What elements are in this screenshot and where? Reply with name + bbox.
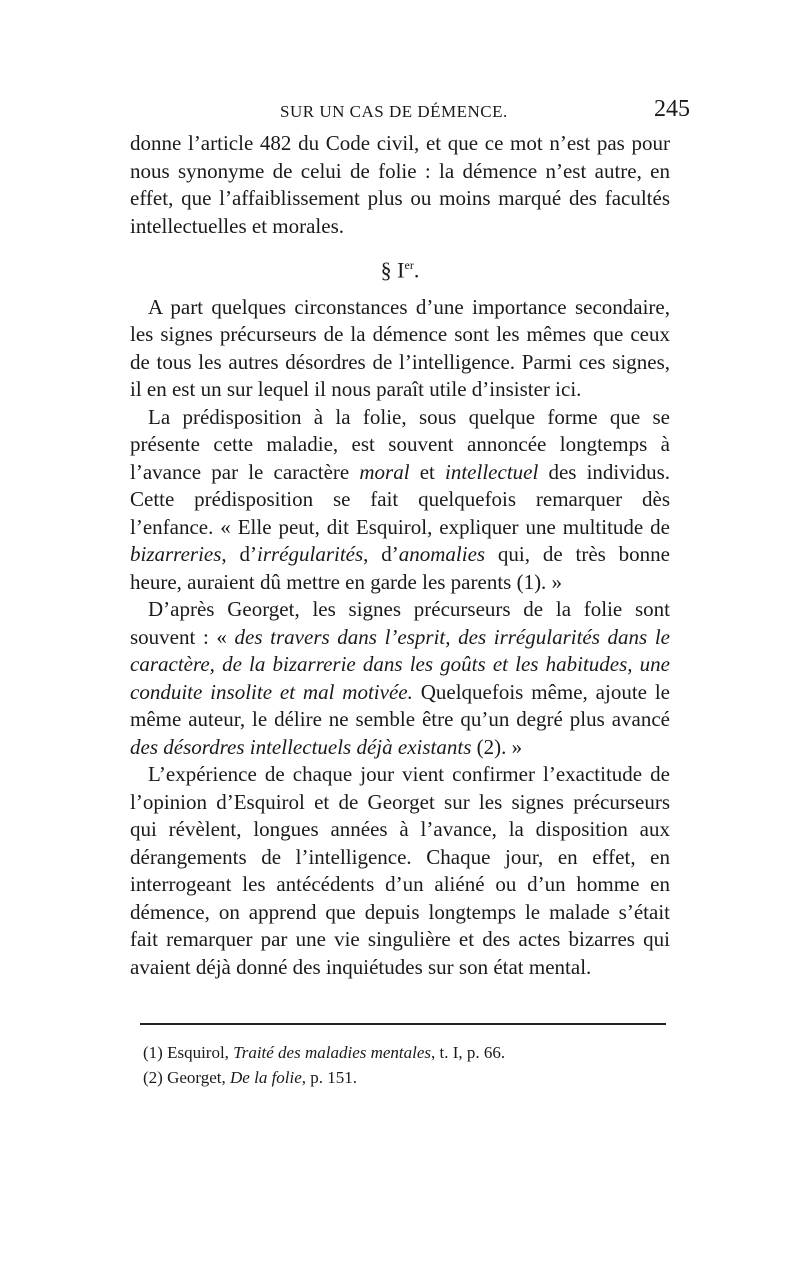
page-number: 245 (654, 96, 690, 122)
footnote-marker: (1) Esquirol, (143, 1043, 234, 1062)
text-run: D’après Georget, les signes précurseurs de la folie sont souvent : « (130, 597, 670, 649)
text-run: , d’ (363, 542, 399, 567)
section-heading (130, 252, 670, 284)
intro-paragraph: donne l’article 482 du Code civil, et que ce mot n’est pas pour nous synonyme de celui de folie : la démence n’est autre, en effet, que l’affaiblissement plus ou moins marqué des facultés intellectuelles et morales. (130, 131, 670, 238)
italic-quote: des désordres intellectuels déjà existants (130, 734, 472, 759)
running-head (130, 96, 690, 130)
text-run: et (409, 459, 446, 484)
body-text (130, 130, 670, 981)
italic-term: bizarreries (130, 542, 222, 567)
paragraph-experience: L’expérience de chaque jour vient confirmer l’exactitude de l’opinion d’Esquirol et de Georget sur les signes précurseurs qui révèlent, longues années à l’avance, la disposition aux dérangements de l’intelligence. Chaque jour, en effet, en interrogeant les antécédents d’un aliéné ou d’un homme en démence, on apprend que depuis longtemps le malade s’était fait remarquer par une vie singulière et des actes bizarres qui avaient déjà donné des inquiétudes sur son état mental. (130, 762, 670, 979)
italic-term: anomalies (398, 542, 486, 567)
paragraph-predisposition (130, 404, 670, 597)
running-title: SUR UN CAS DE DÉMENCE. (280, 102, 508, 121)
footnote-2 (143, 1065, 663, 1090)
footnote-rest: , p. 151. (301, 1068, 358, 1087)
footnote-marker: (2) Georget, (143, 1068, 231, 1087)
italic-term: intellectuel (445, 459, 539, 484)
italic-quote: des travers dans l’esprit, des irrégularités dans le caractère, de la bizarrerie dans les goûts et les habitudes, une conduite insolite et mal motivée. (130, 624, 670, 704)
italic-term: irrégularités (257, 542, 364, 567)
text-run: des individus. Cette prédisposition se fait quelquefois remarquer dès l’enfance. « Elle peut, dit Esquirol, expliquer une multitude de (130, 459, 671, 539)
italic-term: moral (359, 459, 410, 484)
text-run: qui, de très bonne heure, auraient dû mettre en garde les parents (1). » (130, 542, 671, 594)
footnote-rule (140, 1023, 666, 1025)
section-symbol: § I (380, 257, 405, 283)
paragraph-georget (130, 596, 670, 761)
section-dot: . (413, 257, 420, 283)
paragraph-signes-precurseurs: A part quelques circonstances d’une importance secondaire, les signes précurseurs de la démence sont les mêmes que ceux de tous les autres désordres de l’intelligence. Parmi ces signes, il en est un sur lequel il nous paraît utile d’insister ici. (130, 294, 670, 402)
footnote-rest: , t. I, p. 66. (431, 1043, 506, 1062)
text-run: Quelquefois même, ajoute le même auteur, le délire ne semble être qu’un degré plus avancé (130, 679, 671, 732)
footnote-title: Traité des maladies mentales (233, 1043, 432, 1062)
footnote-title: De la folie (230, 1068, 302, 1087)
footnote-1 (143, 1040, 663, 1065)
text-run: , d’ (221, 542, 257, 567)
text-run: (2). » (471, 734, 523, 759)
section-superscript: er (404, 258, 414, 272)
text-run: La prédisposition à la folie, sous quelque forme que se présente cette maladie, est souvent annoncée longtemps à l’avance par le caractère (130, 404, 670, 484)
footnotes (143, 1040, 663, 1090)
